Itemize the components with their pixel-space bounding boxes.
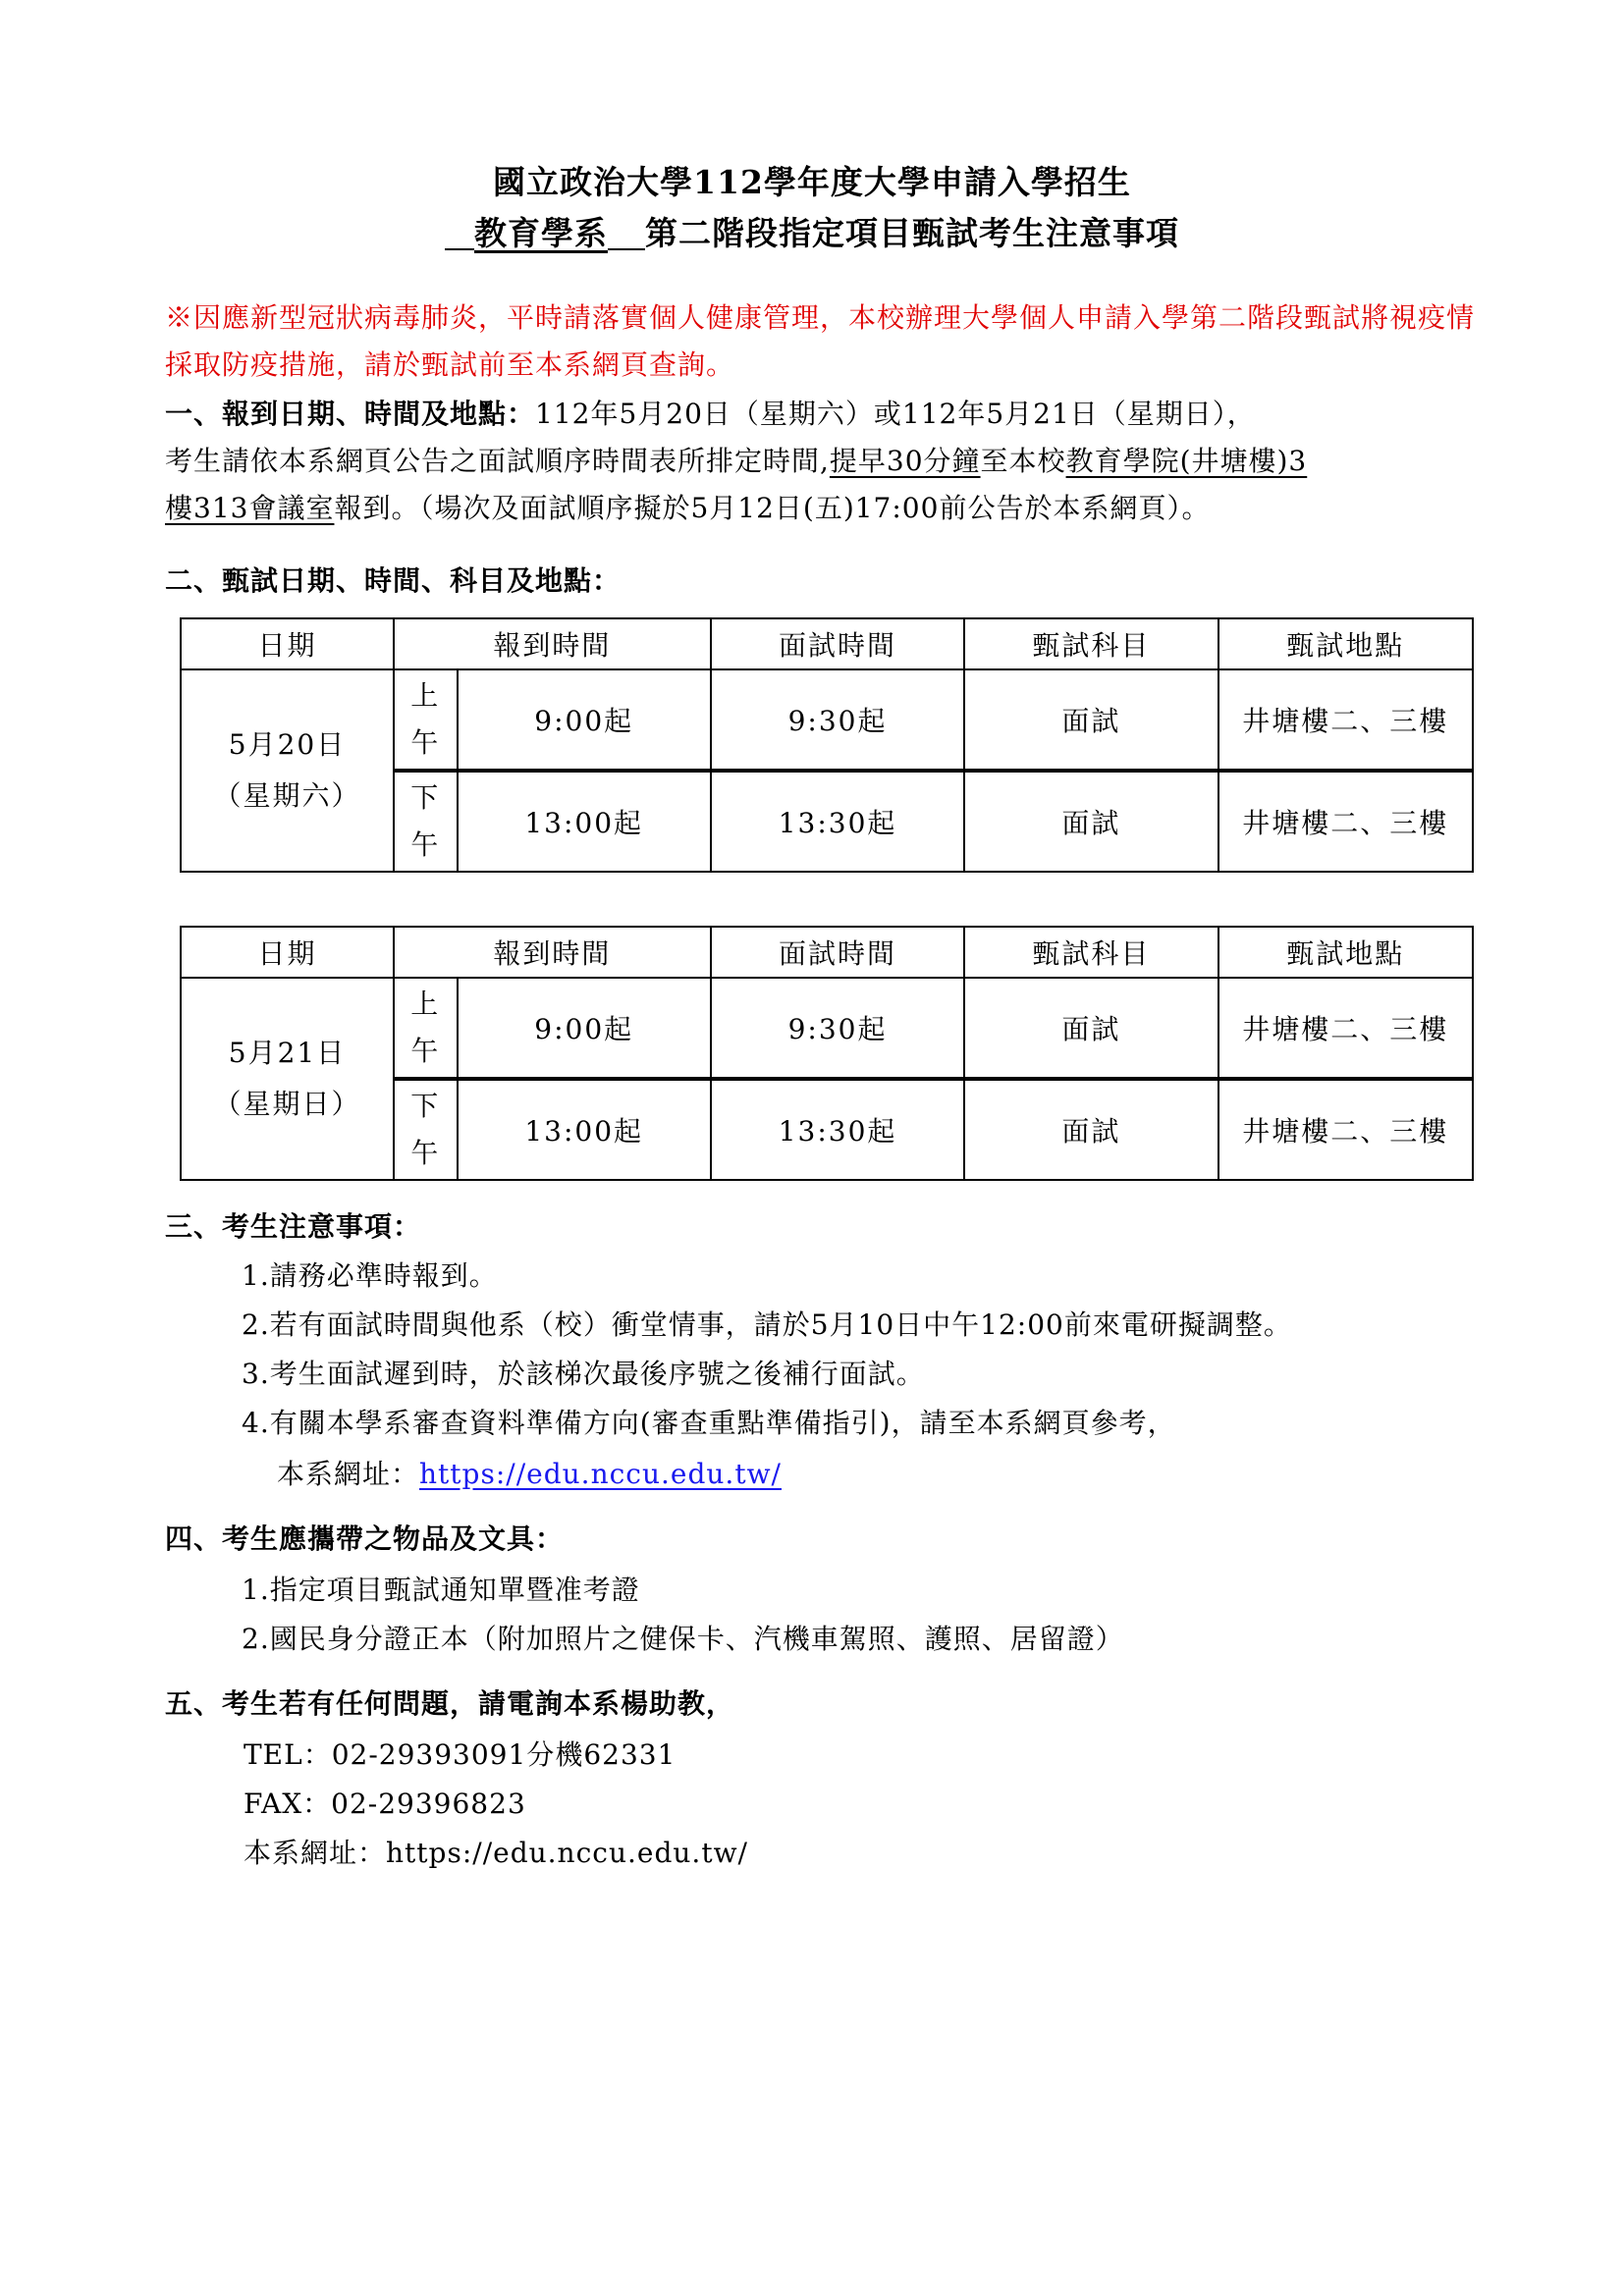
header-interview: 面試時間 xyxy=(711,618,964,669)
section1-heading: 一、報到日期、時間及地點： xyxy=(165,398,536,430)
header-subject: 甄試科目 xyxy=(964,618,1218,669)
period-top: 上 xyxy=(410,988,441,1020)
date-text: 5月20日 xyxy=(228,728,347,761)
header-checkin: 報到時間 xyxy=(394,927,711,978)
header-location: 甄試地點 xyxy=(1218,927,1473,978)
interview-time: 9:30起 xyxy=(711,669,964,771)
exam-subject: 面試 xyxy=(964,1079,1218,1180)
exam-subject: 面試 xyxy=(964,669,1218,771)
contact-tel: TEL：02-29393091分機62331 xyxy=(244,1738,677,1771)
section4-heading: 四、考生應攜帶之物品及文具： xyxy=(165,1522,565,1555)
section3-heading: 三、考生注意事項： xyxy=(165,1210,422,1243)
exam-location: 井塘樓二、三樓 xyxy=(1218,978,1473,1079)
document-subtitle xyxy=(0,208,1624,254)
section3-item: 3.考生面試遲到時，於該梯次最後序號之後補行面試。 xyxy=(242,1358,925,1390)
table-header-row xyxy=(181,927,1473,978)
url-label: 本系網址： xyxy=(277,1458,420,1490)
section1-dates: 112年5月20日（星期六）或112年5月21日（星期日）， xyxy=(535,398,1256,430)
section3-item: 2.若有面試時間與他系（校）衝堂情事，請於5月10日中午12:00前來電研擬調整。 xyxy=(242,1308,1292,1341)
date-cell xyxy=(181,978,394,1180)
section1-early-arrival: 提早30分鐘 xyxy=(829,445,981,477)
exam-location: 井塘樓二、三樓 xyxy=(1218,771,1473,872)
period-top: 上 xyxy=(410,679,441,712)
subtitle-rest: 第二階段指定項目甄試考生注意事項 xyxy=(645,214,1179,252)
document-title: 國立政治大學112學年度大學申請入學招生 xyxy=(493,163,1131,201)
header-date: 日期 xyxy=(181,927,394,978)
period-cell xyxy=(394,1079,458,1180)
checkin-time: 13:00起 xyxy=(458,771,711,872)
section3-url-line xyxy=(277,1453,782,1492)
section4-item: 1.指定項目甄試通知單暨准考證 xyxy=(242,1574,640,1606)
covid-notice: ※因應新型冠狀病毒肺炎，平時請落實個人健康管理，本校辦理大學個人申請入學第二階段甄試將視疫情採取防疫措施，請於甄試前至本系網頁查詢。 xyxy=(165,301,1476,381)
underline-blank-left xyxy=(445,215,474,250)
header-interview: 面試時間 xyxy=(711,927,964,978)
table-header-row xyxy=(181,618,1473,669)
header-subject: 甄試科目 xyxy=(964,927,1218,978)
department-name: 教育學系 xyxy=(474,214,608,252)
header-location: 甄試地點 xyxy=(1218,618,1473,669)
date-text: 5月21日 xyxy=(228,1037,347,1069)
table-row xyxy=(181,978,1473,1079)
interview-time: 9:30起 xyxy=(711,978,964,1079)
interview-time: 13:30起 xyxy=(711,771,964,872)
section2-heading: 二、甄試日期、時間、科目及地點： xyxy=(165,564,622,597)
section1-room: 樓313會議室 xyxy=(165,492,335,524)
section1-line1 xyxy=(165,393,1256,432)
period-cell xyxy=(394,771,458,872)
department-website-link[interactable]: https://edu.nccu.edu.tw/ xyxy=(419,1458,782,1490)
date-cell xyxy=(181,669,394,872)
section4-item: 2.國民身分證正本（附加照片之健保卡、汽機車駕照、護照、居留證） xyxy=(242,1623,1124,1655)
period-top: 下 xyxy=(410,781,441,814)
section3-item: 1.請務必準時報到。 xyxy=(242,1259,498,1292)
header-checkin: 報到時間 xyxy=(394,618,711,669)
exam-subject: 面試 xyxy=(964,771,1218,872)
period-bottom: 午 xyxy=(410,726,441,759)
section1-line2 xyxy=(165,440,1307,479)
interview-time: 13:30起 xyxy=(711,1079,964,1180)
weekday-text: （星期六） xyxy=(213,779,361,812)
schedule-table-day2 xyxy=(180,926,1474,1181)
checkin-time: 9:00起 xyxy=(458,669,711,771)
schedule-table-day1 xyxy=(180,617,1474,873)
contact-web: 本系網址：https://edu.nccu.edu.tw/ xyxy=(244,1837,748,1869)
section1-text-a: 考生請依本系網頁公告之面試順序時間表所排定時間, xyxy=(165,445,830,477)
section5-heading: 五、考生若有任何問題，請電詢本系楊助教， xyxy=(165,1687,735,1720)
exam-subject: 面試 xyxy=(964,978,1218,1079)
section1-line3 xyxy=(165,487,1210,526)
period-cell xyxy=(394,978,458,1079)
weekday-text: （星期日） xyxy=(213,1088,361,1120)
period-cell xyxy=(394,669,458,771)
period-bottom: 午 xyxy=(410,1035,441,1067)
checkin-time: 13:00起 xyxy=(458,1079,711,1180)
period-bottom: 午 xyxy=(410,1137,441,1169)
contact-fax: FAX：02-29396823 xyxy=(244,1788,526,1820)
period-bottom: 午 xyxy=(410,828,441,861)
section3-item: 4.有關本學系審查資料準備方向(審查重點準備指引)，請至本系網頁參考， xyxy=(242,1407,1176,1439)
period-top: 下 xyxy=(410,1090,441,1122)
checkin-time: 9:00起 xyxy=(458,978,711,1079)
section1-text-b: 至本校 xyxy=(980,445,1066,477)
exam-location: 井塘樓二、三樓 xyxy=(1218,1079,1473,1180)
header-date: 日期 xyxy=(181,618,394,669)
underline-blank-right xyxy=(608,215,645,250)
table-row xyxy=(181,669,1473,771)
section1-text-c: 報到。（場次及面試順序擬於5月12日(五)17:00前公告於本系網頁）。 xyxy=(334,492,1211,524)
exam-location: 井塘樓二、三樓 xyxy=(1218,669,1473,771)
section1-building: 教育學院(井塘樓)3 xyxy=(1065,445,1308,477)
